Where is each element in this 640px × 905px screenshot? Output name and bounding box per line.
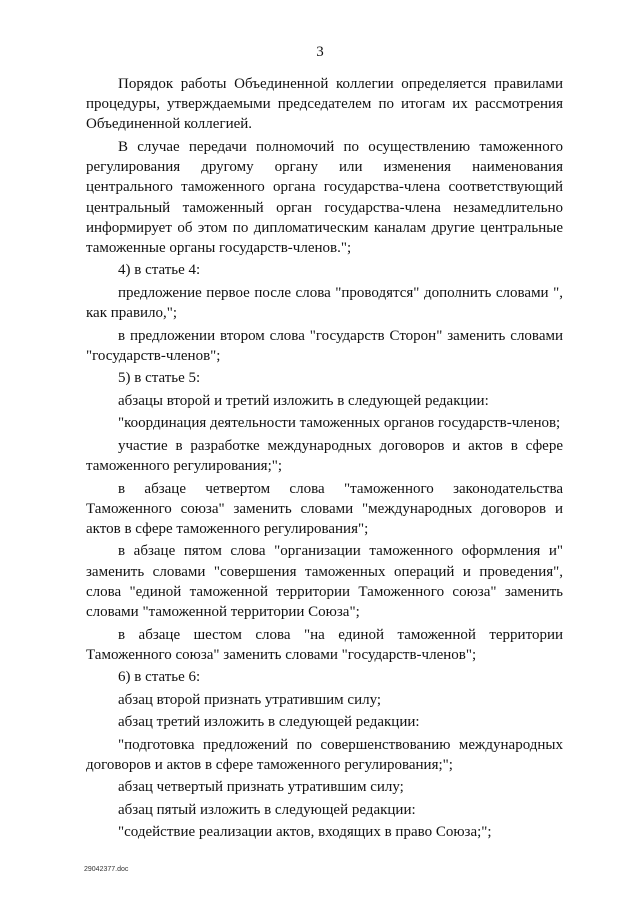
paragraph: абзац второй признать утратившим силу; <box>118 691 382 708</box>
paragraph: 4) в статье 4: <box>118 262 201 279</box>
paragraph: абзац пятый изложить в следующей редакции: <box>118 801 416 818</box>
paragraph: 5) в статье 5: <box>118 370 201 387</box>
paragraph: в абзаце шестом слова "на единой таможенной территории Таможенного союза" заменить словами "государств-членов"; <box>86 626 563 663</box>
page-number: 3 <box>316 44 324 60</box>
paragraph: в абзаце пятом слова "организации таможенного оформления и" заменить словами "совершения таможенных операций и проведения", слова "единой таможенной территории Таможенного союза" заменить словами "таможенной территории Союза"; <box>86 543 563 621</box>
file-name-footer: 29042377.doc <box>84 866 129 873</box>
paragraph: В случае передачи полномочий по осуществлению таможенного регулирования другому органу или изменения наименования центрального таможенного органа государства-члена соответствующий центральный таможенный орган государства-члена незамедлительно информирует об этом по дипломатическим каналам другие центральные таможенные органы государств-членов."; <box>86 138 563 256</box>
document-body <box>86 74 563 845</box>
paragraph: абзац четвертый признать утратившим силу; <box>118 779 404 796</box>
paragraph: в абзаце четвертом слова "таможенного законодательства Таможенного союза" заменить словами "международных договоров и актов в сфере таможенного регулирования"; <box>86 480 563 537</box>
paragraph: "координация деятельности таможенных органов государств-членов; <box>118 415 561 432</box>
paragraph: Порядок работы Объединенной коллегии определяется правилами процедуры, утверждаемыми председателем по итогам их рассмотрения Объединенной коллегией. <box>86 76 563 133</box>
paragraph: абзацы второй и третий изложить в следующей редакции: <box>118 392 489 409</box>
paragraph: 6) в статье 6: <box>118 669 201 686</box>
paragraph: "подготовка предложений по совершенствованию международных договоров и актов в сфере таможенного регулирования;"; <box>86 736 563 773</box>
paragraph: предложение первое после слова "проводятся" дополнить словами ", как правило,"; <box>86 284 563 322</box>
paragraph: "содействие реализации актов, входящих в право Союза;"; <box>118 824 492 841</box>
paragraph: участие в разработке международных договоров и актов в сфере таможенного регулирования;"; <box>86 437 563 475</box>
paragraph: абзац третий изложить в следующей редакции: <box>118 714 420 731</box>
paragraph: в предложении втором слова "государств Сторон" заменить словами "государств-членов"; <box>86 327 563 364</box>
